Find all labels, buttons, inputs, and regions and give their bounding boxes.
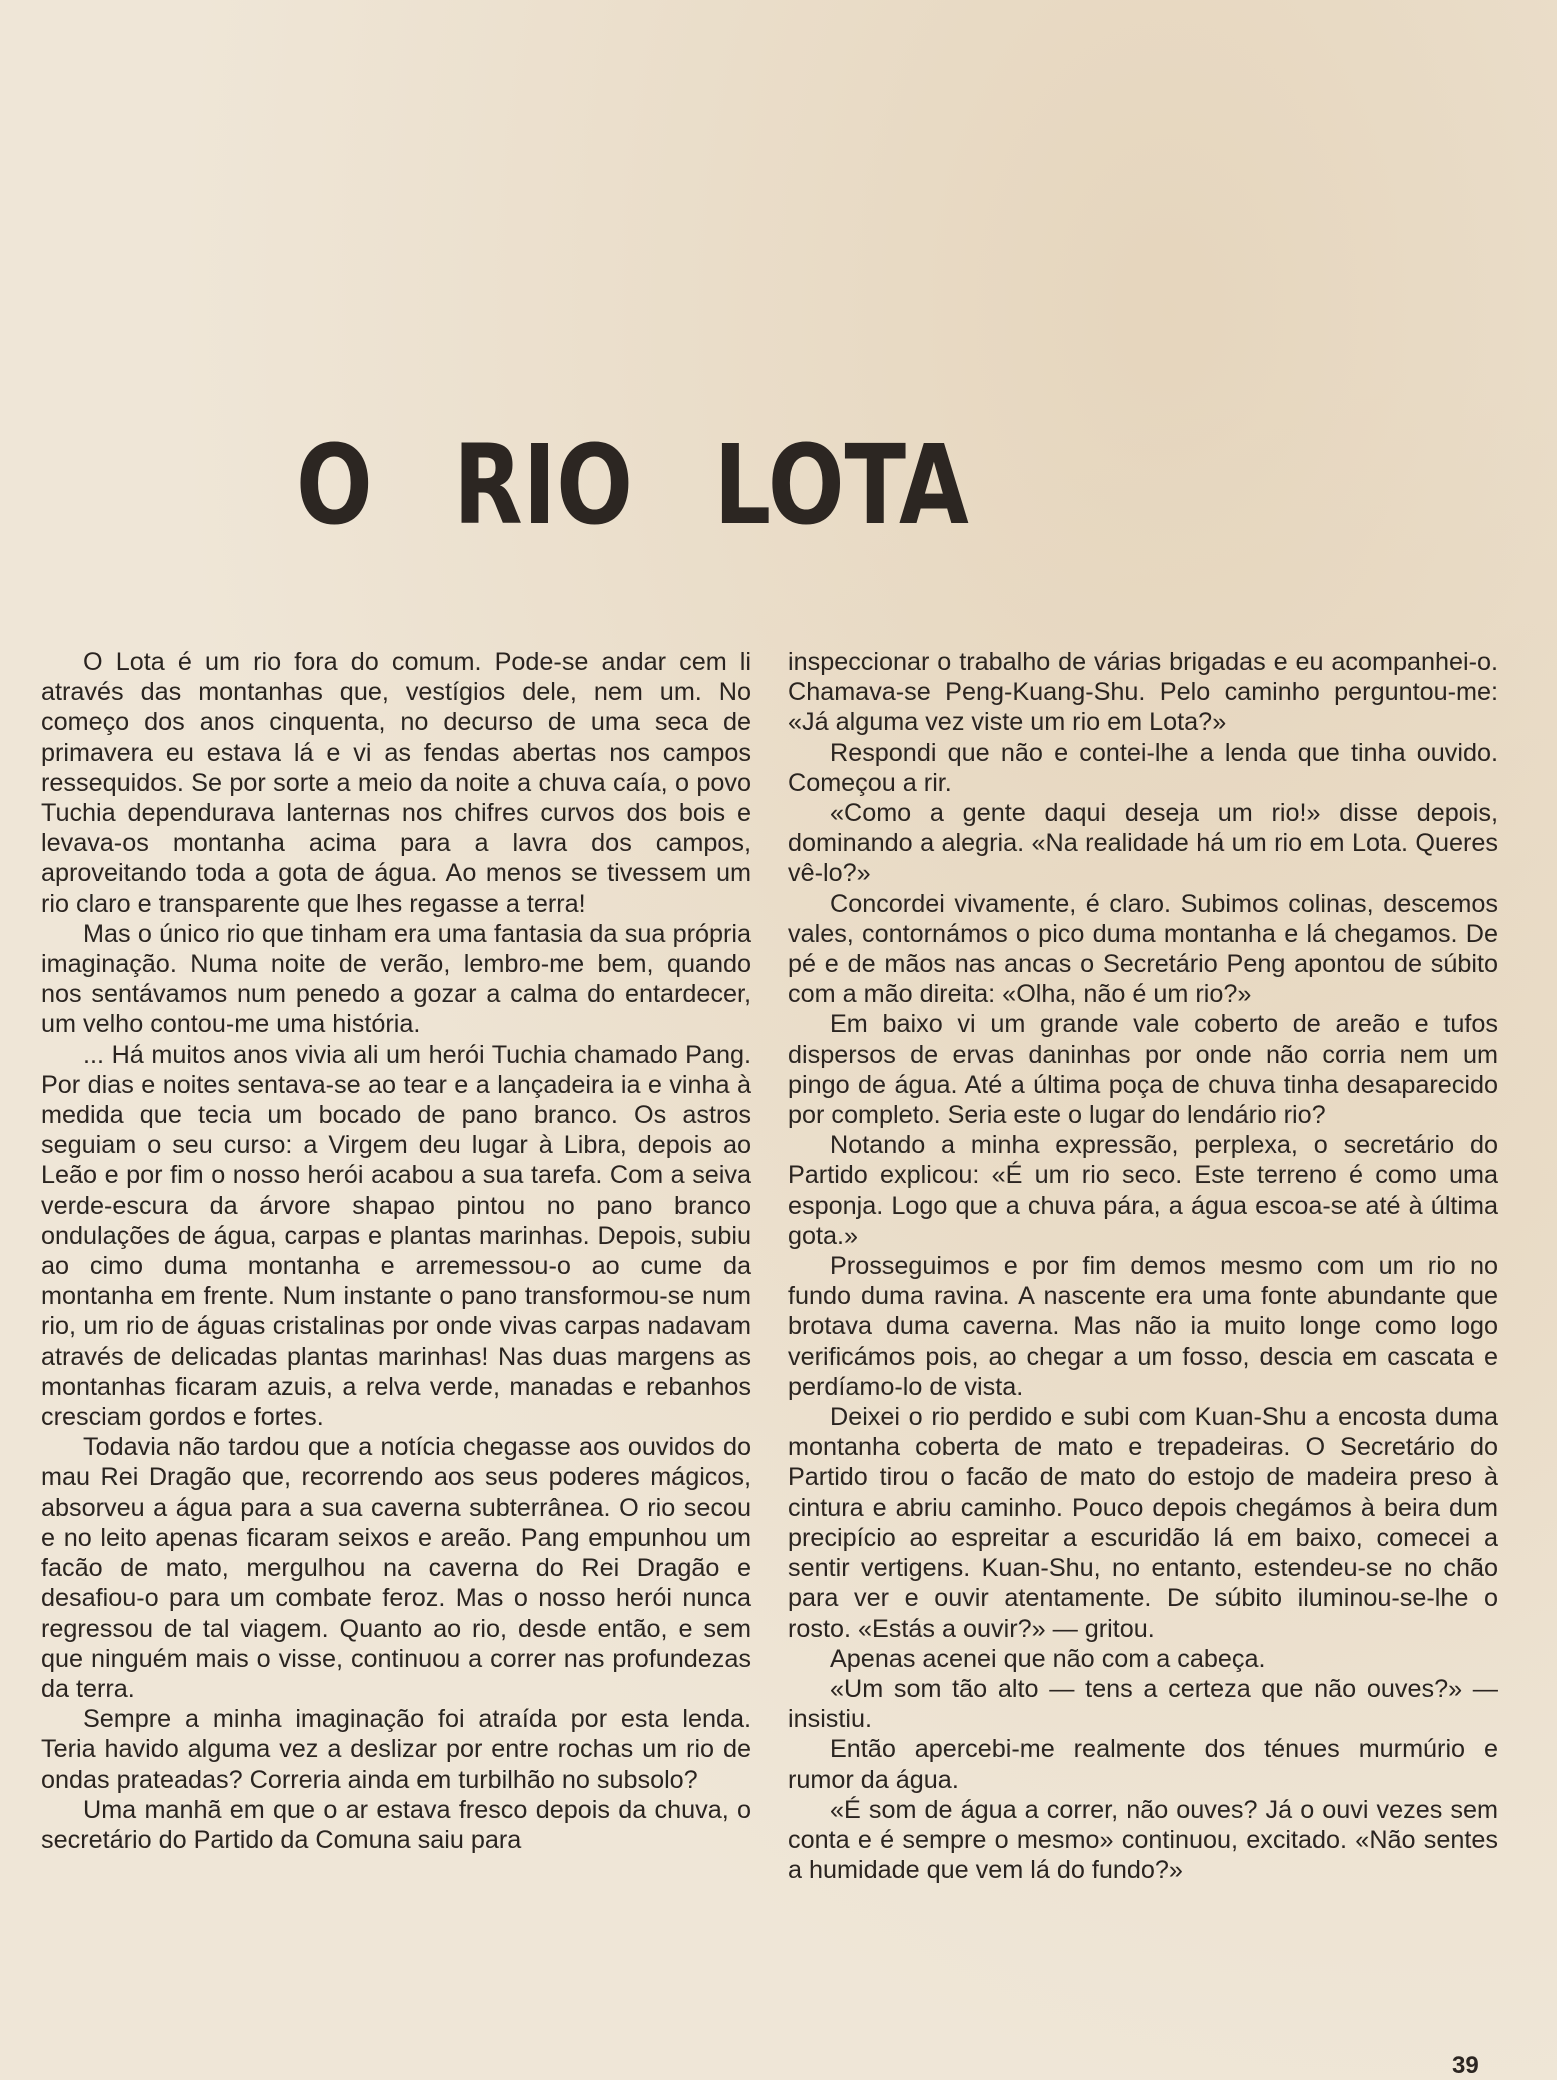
paragraph: inspeccionar o trabalho de várias brigadas e eu acompanhei-o. Chamava-se Peng-Kuang-Shu. Pelo caminho perguntou-me: «Já alguma vez viste um rio em Lota?» xyxy=(788,648,1498,737)
paragraph: Uma manhã em que o ar estava fresco depois da chuva, o secretário do Partido da Comuna saiu para xyxy=(41,1795,751,1854)
paragraph: Apenas acenei que não com a cabeça. xyxy=(830,1644,1266,1673)
paragraph: Notando a minha expressão, perplexa, o secretário do Partido explicou: «É um rio seco. Este terreno é como uma esponja. Logo que a chuva pára, a água escoa-se até à última gota.» xyxy=(788,1131,1498,1250)
paragraph: Prosseguimos e por fim demos mesmo com um rio no fundo duma ravina. A nascente era uma fonte abundante que brotava duma caverna. Mas não ia muito longe como logo verificámos pois, ao chegar a um fosso, descia em cascata e perdíamo-lo de vista. xyxy=(788,1252,1498,1401)
left-column xyxy=(41,647,751,1855)
paragraph: «Um som tão alto — tens a certeza que não ouves?» — insistiu. xyxy=(788,1674,1498,1734)
paragraph: Mas o único rio que tinham era uma fantasia da sua própria imaginação. Numa noite de verão, lembro-me bem, quando nos sentávamos num penedo a gozar a calma do entardecer, um velho contou-me uma história. xyxy=(41,919,751,1039)
paragraph: «É som de água a correr, não ouves? Já o ouvi vezes sem conta e é sempre o mesmo» continuou, excitado. «Não sentes a humidade que vem lá do fundo?» xyxy=(788,1795,1498,1885)
right-column xyxy=(788,647,1498,1885)
paragraph: Em baixo vi um grande vale coberto de areão e tufos dispersos de ervas daninhas por onde não corria nem um pingo de água. Até a última poça de chuva tinha desaparecido por completo. Seria este o lugar do lendário rio? xyxy=(788,1010,1498,1130)
page-number: 39 xyxy=(1452,2052,1479,2079)
paragraph: Sempre a minha imaginação foi atraída por esta lenda. Teria havido alguma vez a deslizar por entre rochas um rio de ondas prateadas? Correria ainda em turbilhão no subsolo? xyxy=(41,1705,751,1794)
article-title: O RIO LOTA xyxy=(296,421,969,549)
paragraph: Respondi que não e contei-lhe a lenda que tinha ouvido. Começou a rir. xyxy=(788,738,1498,797)
paragraph: ... Há muitos anos vivia ali um herói Tuchia chamado Pang. Por dias e noites sentava-se ao tear e a lançadeira ia e vinha à medida que tecia um bocado de pano branco. Os astros seguiam o seu curso: a Virgem deu lugar à Libra, depois ao Leão e por fim o nosso herói acabou a sua tarefa. Com a seiva verde-escura da árvore shapao pintou no pano branco ondulações de água, carpas e plantas marinhas. Depois, subiu ao cimo duma montanha e arremessou-o ao cume da montanha em frente. Num instante o pano transformou-se num rio, um rio de águas cristalinas por onde vivas carpas nadavam através de delicadas plantas marinhas! Nas duas margens as montanhas ficaram azuis, a relva verde, manadas e rebanhos cresciam gordos e fortes. xyxy=(41,1040,751,1432)
paragraph: Então apercebi-me realmente dos ténues murmúrio e rumor da água. xyxy=(788,1735,1498,1794)
paragraph: Todavia não tardou que a notícia chegasse aos ouvidos do mau Rei Dragão que, recorrendo aos seus poderes mágicos, absorveu a água para a sua caverna subterrânea. O rio secou e no leito apenas ficaram seixos e areão. Pang empunhou um facão de mato, mergulhou na caverna do Rei Dragão e desafiou-o para um combate feroz. Mas o nosso herói nunca regressou de tal viagem. Quanto ao rio, desde então, e sem que ninguém mais o visse, continuou a correr nas profundezas da terra. xyxy=(41,1433,751,1703)
paragraph: Deixei o rio perdido e subi com Kuan-Shu a encosta duma montanha coberta de mato e trepadeiras. O Secretário do Partido tirou o facão de mato do estojo de madeira preso à cintura e abriu caminho. Pouco depois chegámos à beira dum precipício ao espreitar a escuridão lá em baixo, comecei a sentir vertigens. Kuan-Shu, no entanto, estendeu-se no chão para ver e ouvir atentamente. De súbito iluminou-se-lhe o rosto. «Estás a ouvir?» — gritou. xyxy=(788,1403,1498,1643)
paragraph: Concordei vivamente, é claro. Subimos colinas, descemos vales, contornámos o pico duma montanha e lá chegamos. De pé e de mãos nas ancas o Secretário Peng apontou de súbito com a mão direita: «Olha, não é um rio?» xyxy=(788,889,1498,1009)
paragraph: «Como a gente daqui deseja um rio!» disse depois, dominando a alegria. «Na realidade há um rio em Lota. Queres vê-lo?» xyxy=(788,799,1498,888)
paragraph: O Lota é um rio fora do comum. Pode-se andar cem li através das montanhas que, vestígios dele, nem um. No começo dos anos cinquenta, no decurso de uma seca de primavera eu estava lá e vi as fendas abertas nos campos ressequidos. Se por sorte a meio da noite a chuva caía, o povo Tuchia dependurava lanternas nos chifres curvos dos bois e levava-os montanha acima para a lavra dos campos, aproveitando toda a gota de água. Ao menos se tivessem um rio claro e transparente que lhes regasse a terra! xyxy=(41,648,751,918)
